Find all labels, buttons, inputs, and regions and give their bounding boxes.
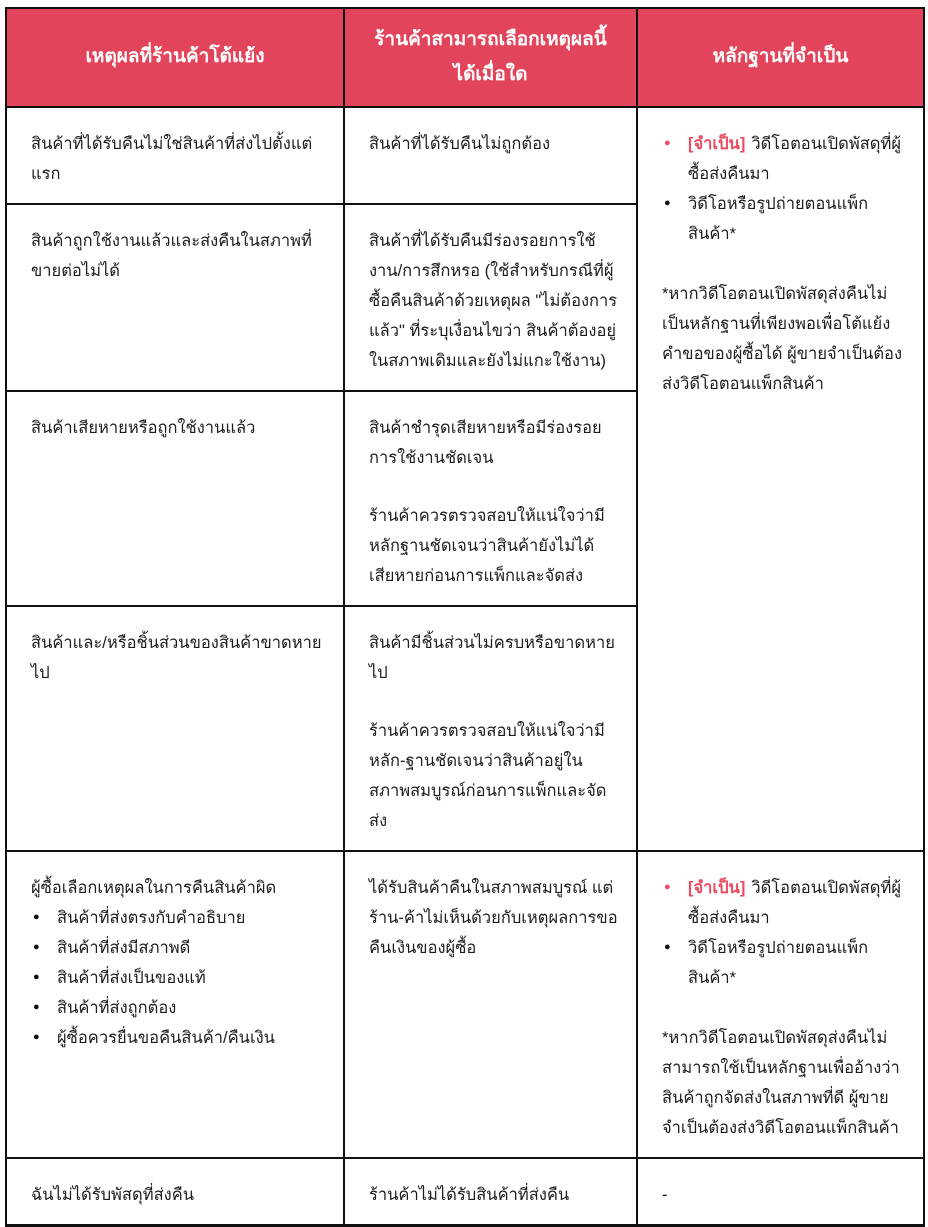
header-when-selectable: ร้านค้าสามารถเลือกเหตุผลนี้ได้เมื่อใด: [344, 8, 637, 107]
evidence-list: [662, 129, 905, 249]
cell-r4-reason: [6, 606, 344, 851]
bullet-icon: ●: [33, 1031, 40, 1044]
evidence-item-text: วิดีโอหรือรูปถ่ายตอนแพ็กสินค้า*: [688, 939, 869, 988]
cell-r5-evidence: [637, 851, 924, 1158]
list-item: [31, 903, 325, 933]
cell-text: สินค้าถูกใช้งานแล้วและส่งคืนในสภาพที่ขายต่อไม่ได้: [31, 232, 312, 281]
bullet-icon: ●: [33, 1001, 40, 1014]
header-row: [6, 8, 924, 107]
reason-item-text: สินค้าที่ส่งตรงกับคำอธิบาย: [57, 909, 246, 928]
reason-item-text: สินค้าที่ส่งมีสภาพดี: [57, 939, 191, 958]
cell-text: สินค้าเสียหายหรือถูกใช้งานแล้ว: [31, 419, 256, 438]
bullet-icon: ●: [664, 197, 671, 210]
header-required-evidence: หลักฐานที่จำเป็น: [637, 8, 924, 107]
reason-item-text: ผู้ซื้อควรยื่นขอคืนสินค้า/คืนเงิน: [57, 1029, 275, 1048]
dispute-reasons-table: [5, 7, 925, 1227]
cell-r2-reason: [6, 204, 344, 391]
list-item: [662, 873, 905, 933]
bullet-icon: ●: [33, 911, 40, 924]
cell-text: ร้านค้าควรตรวจสอบให้แน่ใจว่ามี หลักฐานชัดเจนว่าสินค้ายังไม่ได้เสียหายก่อนการแพ็กและจัดส่ง: [369, 507, 605, 586]
cell-text: ฉันไม่ได้รับพัสดุที่ส่งคืน: [31, 1186, 195, 1205]
evidence-item-text: วิดีโอตอนเปิดพัสดุที่ผู้ซื้อส่งคืนมา: [688, 879, 902, 928]
list-item: [662, 933, 905, 993]
cell-text: ร้านค้าไม่ได้รับสินค้าที่ส่งคืน: [369, 1186, 570, 1205]
cell-text: สินค้ามีชิ้นส่วนไม่ครบหรือขาดหายไป: [369, 634, 615, 683]
evidence-item-text: วิดีโอหรือรูปถ่ายตอนแพ็กสินค้า*: [688, 195, 869, 244]
cell-r6-reason: [6, 1158, 344, 1226]
cell-r2-when: [344, 204, 637, 391]
bullet-icon: ●: [664, 941, 671, 954]
cell-r5-reason: [6, 851, 344, 1158]
evidence-note: *หากวิดีโอตอนเปิดพัสดุส่งคืนไม่เป็นหลักฐานที่เพียงพอเพื่อโต้แย้งคำขอของผู้ซื้อได้ ผู้ขายจำเป็นต้องส่งวิดีโอตอนแพ็กสินค้า: [662, 285, 902, 394]
list-item: [662, 129, 905, 189]
cell-text: ร้านค้าควรตรวจสอบให้แน่ใจว่ามีหลัก-ฐานชัดเจนว่าสินค้าอยู่ในสภาพสมบูรณ์ก่อนการแพ็กและจัดส่ง: [369, 722, 607, 831]
list-item: [31, 1023, 325, 1053]
header-reason: เหตุผลที่ร้านค้าโต้แย้ง: [6, 8, 344, 107]
cell-r1-reason: [6, 107, 344, 204]
cell-text: สินค้าชำรุดเสียหายหรือมีร่องรอยการใช้งานชัดเจน: [369, 419, 602, 468]
list-item: [31, 963, 325, 993]
reason-item-text: สินค้าที่ส่งถูกต้อง: [57, 999, 177, 1018]
cell-text: สินค้าที่ได้รับคืนไม่ใช่สินค้าที่ส่งไปตั้งแต่แรก: [31, 135, 313, 184]
list-item: [31, 933, 325, 963]
cell-text: -: [662, 1186, 668, 1205]
cell-text: สินค้าที่ได้รับคืนไม่ถูกต้อง: [369, 135, 551, 153]
cell-evidence-merged: [637, 107, 924, 851]
cell-text: ผู้ซื้อเลือกเหตุผลในการคืนสินค้าผิด: [31, 879, 277, 898]
required-tag: [จำเป็น]: [688, 135, 746, 153]
required-tag: [จำเป็น]: [688, 879, 746, 898]
reason-sublist: [31, 903, 325, 1053]
evidence-note: *หากวิดีโอตอนเปิดพัสดุส่งคืนไม่สามารถใช้เป็นหลักฐานเพื่ออ้างว่าสินค้าถูกจัดส่งในสภาพที่ดี ผู้ขายจำเป็นต้องส่งวิดีโอตอนแพ็กสินค้า: [662, 1029, 900, 1138]
cell-r1-when: [344, 107, 637, 204]
evidence-item-text: วิดีโอตอนเปิดพัสดุที่ผู้ซื้อส่งคืนมา: [688, 135, 902, 184]
cell-r6-when: [344, 1158, 637, 1226]
table-row: [6, 1158, 924, 1226]
bullet-icon: ●: [33, 971, 40, 984]
table-row: [6, 107, 924, 204]
cell-r5-when: [344, 851, 637, 1158]
list-item: [31, 993, 325, 1023]
cell-r6-evidence: [637, 1158, 924, 1226]
reason-item-text: สินค้าที่ส่งเป็นของแท้: [57, 969, 206, 988]
cell-text: สินค้าที่ได้รับคืนมีร่องรอยการใช้งาน/การสึกหรอ (ใช้สำหรับกรณีที่ผู้ซื้อคืนสินค้าด้วยเหตุผล "ไม่ต้องการแล้ว" ที่ระบุเงื่อนไขว่า สินค้าต้องอยู่ในสภาพเดิมและยังไม่แกะใช้งาน): [369, 232, 618, 371]
table-row: [6, 851, 924, 1158]
cell-text: ได้รับสินค้าคืนในสภาพสมบูรณ์ แต่ร้าน-ค้าไม่เห็นด้วยกับเหตุผลการขอคืนเงินของผู้ซื้อ: [369, 879, 618, 958]
bullet-icon: ●: [33, 941, 40, 954]
cell-r3-when: [344, 391, 637, 606]
cell-r3-reason: [6, 391, 344, 606]
bullet-icon: ●: [664, 137, 671, 149]
bullet-icon: ●: [664, 881, 671, 894]
cell-r4-when: [344, 606, 637, 851]
list-item: [662, 189, 905, 249]
evidence-list: [662, 873, 905, 993]
cell-text: สินค้าและ/หรือชิ้นส่วนของสินค้าขาดหายไป: [31, 634, 322, 683]
